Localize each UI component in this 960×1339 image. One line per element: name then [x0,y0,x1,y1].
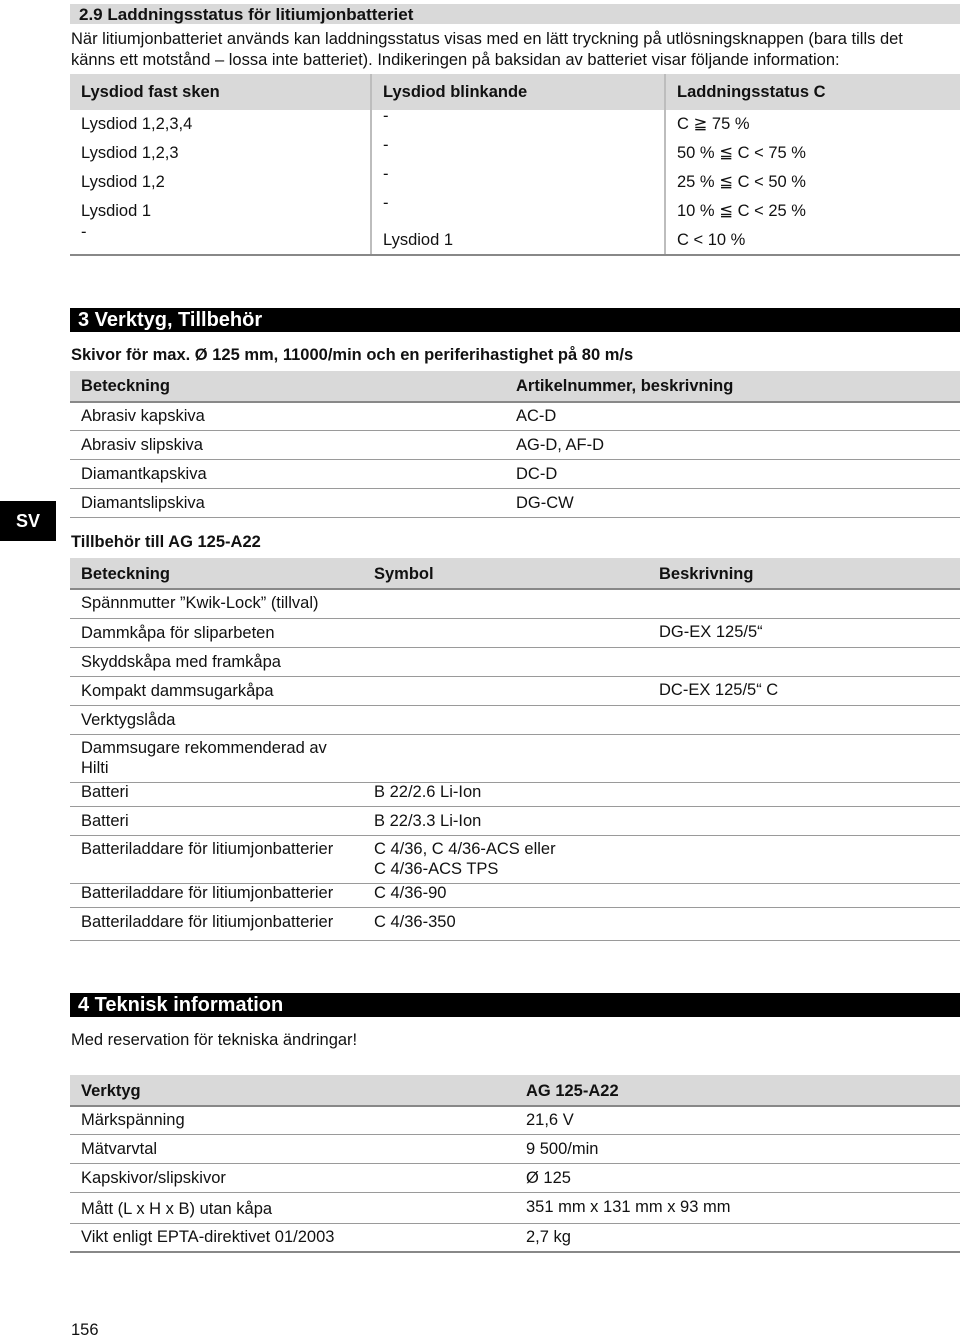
table-row [70,435,960,459]
discs-table [70,371,960,519]
table-cell: Vikt enligt EPTA-direktivet 01/2003 [81,1228,335,1246]
row-rule [70,806,960,807]
table-cell: C ≧ 75 % [677,115,750,133]
table-cell: Kapskivor/slipskivor [81,1169,226,1187]
intro-line-2: känns ett motstånd – lossa inte batteriet). Indikeringen på baksidan av batteriet visar följande information: [71,51,840,69]
row-rule [70,1105,960,1107]
table-row [70,107,960,140]
table-row [70,710,960,734]
technical-data-table [70,1075,960,1253]
section-2-9-intro [71,29,960,71]
row-rule [70,734,960,735]
table-cell: C 4/36-350 [374,913,456,931]
table-row [70,165,960,198]
table-cell: C 4/36-ACS TPS [374,860,499,878]
table-cell: Diamantslipskiva [81,494,205,512]
row-rule [70,401,960,403]
row-rule [70,907,960,908]
table-cell: 50 % ≦ C < 75 % [677,144,806,162]
section-4-note: Med reservation för tekniska ändringar! [71,1031,358,1049]
table-row [70,1197,960,1223]
table-cell: - [383,107,389,125]
header-tool: Verktyg [81,1082,141,1100]
table-cell: Abrasiv kapskiva [81,407,205,425]
row-rule [70,618,960,619]
header-article-number: Artikelnummer, beskrivning [516,377,734,395]
table-cell: Mått (L x H x B) utan kåpa [81,1200,273,1218]
table-cell: Abrasiv slipskiva [81,436,203,454]
table-row [70,593,960,617]
table-cell: C 4/36, C 4/36-ACS eller [374,840,556,858]
row-rule [70,676,960,677]
table-header-row [70,1075,960,1105]
header-led-steady: Lysdiod fast sken [81,83,220,101]
table-cell: Diamantkapskiva [81,465,207,483]
table-cell: Ø 125 [526,1169,571,1187]
table-header-row [70,371,960,401]
table-cell: 9 500/min [526,1140,599,1158]
section-4-header-bar [70,993,960,1017]
table-cell: Lysdiod 1,2 [81,173,165,191]
page-number: 156 [71,1321,99,1339]
table-cell: Skyddskåpa med framkåpa [81,653,281,671]
table-cell: Kompakt dammsugarkåpa [81,682,274,700]
table-cell: - [81,223,87,241]
header-designation: Beteckning [81,565,170,583]
table-row [70,623,960,647]
table-cell: Verktygslåda [81,711,176,729]
accessories-table [70,558,960,942]
row-rule [70,835,960,836]
table-row [70,223,960,256]
row-rule [70,647,960,648]
section-4-title: 4 Teknisk information [78,994,284,1016]
table-cell: Lysdiod 1 [383,231,454,249]
row-rule [70,430,960,431]
table-cell: 25 % ≦ C < 50 % [677,173,806,191]
table-row [70,1110,960,1134]
table-cell: Lysdiod 1,2,3 [81,144,179,162]
table-cell: 21,6 V [526,1111,574,1129]
table-row [70,1227,960,1251]
row-rule [70,1134,960,1135]
table-cell: Spännmutter ”Kwik-Lock” (tillval) [81,594,319,612]
table-cell: 351 mm x 131 mm x 93 mm [526,1198,731,1216]
table-row [70,811,960,835]
table-cell: C < 10 % [677,231,746,249]
row-rule [70,1251,960,1253]
header-symbol: Symbol [374,565,434,583]
table-cell: B 22/2.6 Li-Ion [374,783,482,801]
accessories-heading: Tillbehör till AG 125-A22 [71,533,261,551]
header-charge-status: Laddningsstatus C [677,83,826,101]
table-cell: AG-D, AF-D [516,436,605,454]
table-cell: C 4/36-90 [374,884,447,902]
table-cell: - [383,165,389,183]
table-row [70,782,960,806]
header-designation: Beteckning [81,377,170,395]
table-header-row [70,74,960,110]
table-cell: Batteriladdare för litiumjonbatterier [81,913,334,931]
row-rule [70,488,960,489]
table-row [70,839,960,883]
table-cell: Märkspänning [81,1111,185,1129]
section-3-header-bar [70,308,960,332]
row-rule [70,1163,960,1164]
table-cell: Batteriladdare för litiumjonbatterier [81,884,334,902]
header-led-blinking: Lysdiod blinkande [383,83,528,101]
table-row [70,738,960,780]
table-row [70,194,960,227]
table-cell: Lysdiod 1 [81,202,152,220]
table-row [70,464,960,488]
table-cell: Dammsugare rekommenderad av [81,739,327,757]
table-cell: Mätvarvtal [81,1140,158,1158]
table-cell: B 22/3.3 Li-Ion [374,812,482,830]
section-2-9-title: 2.9 Laddningsstatus för litiumjonbatteriet [79,5,414,24]
table-cell: - [383,194,389,212]
table-cell: Batteriladdare för litiumjonbatterier [81,840,334,858]
section-3-title: 3 Verktyg, Tillbehör [78,309,263,331]
table-cell: DG-CW [516,494,574,512]
row-rule [70,1223,960,1224]
table-row [70,406,960,430]
table-bottom-rule [70,254,960,256]
table-cell: Hilti [81,759,109,777]
table-cell: 2,7 kg [526,1228,571,1246]
table-cell: DC-EX 125/5“ C [659,681,779,699]
table-cell: - [383,136,389,154]
row-rule [70,459,960,460]
table-cell: DC-D [516,465,558,483]
table-cell: DG-EX 125/5“ [659,623,763,641]
table-cell: Lysdiod 1,2,3,4 [81,115,193,133]
table-row [70,1168,960,1192]
table-cell: Dammkåpa för sliparbeten [81,624,275,642]
table-cell: Batteri [81,783,129,801]
discs-heading: Skivor för max. Ø 125 mm, 11000/min och en periferihastighet på 80 m/s [71,346,634,364]
language-tab: SV [0,501,56,541]
table-row [70,883,960,907]
table-cell: Batteri [81,812,129,830]
row-rule [70,1192,960,1193]
header-description: Beskrivning [659,565,754,583]
table-row [70,1139,960,1163]
table-row [70,136,960,169]
table-cell: 10 % ≦ C < 25 % [677,202,806,220]
row-rule [70,705,960,706]
table-row [70,912,960,936]
table-row [70,652,960,676]
battery-status-table [70,74,960,256]
header-model: AG 125-A22 [526,1082,619,1100]
row-rule [70,940,960,941]
intro-line-1: När litiumjonbatteriet används kan laddningsstatus visas med en lätt tryckning på utlösningsknappen (bara tills det [71,30,903,48]
table-header-row [70,558,960,588]
row-rule [70,517,960,518]
row-rule [70,588,960,590]
table-cell: AC-D [516,407,557,425]
table-row [70,493,960,517]
table-row [70,681,960,705]
